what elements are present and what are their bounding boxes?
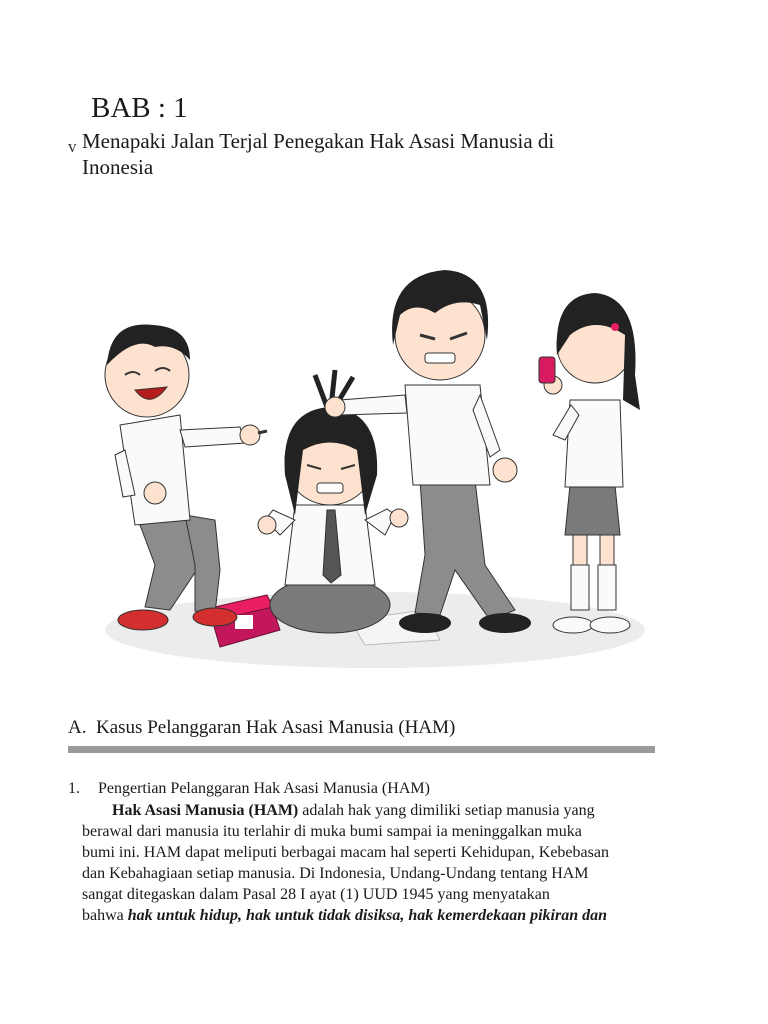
section-letter: A. [68, 717, 87, 738]
subtitle-line-1: Menapaki Jalan Terjal Penegakan Hak Asasi Manusia di [82, 129, 555, 153]
chapter-subtitle [82, 128, 702, 180]
emphasis-text: hak untuk hidup, hak untuk tidak disiksa, hak kemerdekaan pikiran dan [127, 907, 608, 924]
subsection-number: 1. [68, 780, 80, 797]
laughing-boy-figure [105, 325, 267, 631]
paragraph-line: berawal dari manusia itu terlahir di muka bumi sampai ia meninggalkan muka [82, 823, 582, 840]
girl-with-phone-figure [539, 293, 640, 633]
bullet-marker: v [68, 137, 77, 156]
subsection-title: Pengertian Pelanggaran Hak Asasi Manusia (HAM) [98, 780, 430, 797]
phone-icon [539, 357, 555, 383]
section-divider [68, 746, 655, 753]
paragraph-text: bahwa [82, 907, 128, 924]
paragraph-line: dan Kebahagiaan setiap manusia. Di Indonesia, Undang-Undang tentang HAM [82, 865, 589, 882]
body-paragraph [82, 800, 702, 926]
subsection-heading [68, 779, 430, 799]
paragraph-line [82, 905, 702, 926]
section-title: Kasus Pelanggaran Hak Asasi Manusia (HAM) [96, 717, 456, 738]
subtitle-line-2: Inonesia [82, 155, 154, 179]
bullying-illustration [95, 235, 655, 675]
paragraph-line: bumi ini. HAM dapat meliputi berbagai macam hal seperti Kehidupan, Kebebasan [82, 844, 609, 861]
chapter-title: BAB : 1 [91, 92, 188, 124]
term-ham: Hak Asasi Manusia (HAM) [112, 802, 299, 819]
section-heading [68, 716, 455, 740]
paragraph-text: adalah hak yang dimiliki setiap manusia yang [298, 802, 595, 819]
paragraph-line: sangat ditegaskan dalam Pasal 28 I ayat (1) UUD 1945 yang menyatakan [82, 886, 550, 903]
paragraph-line [82, 800, 702, 821]
